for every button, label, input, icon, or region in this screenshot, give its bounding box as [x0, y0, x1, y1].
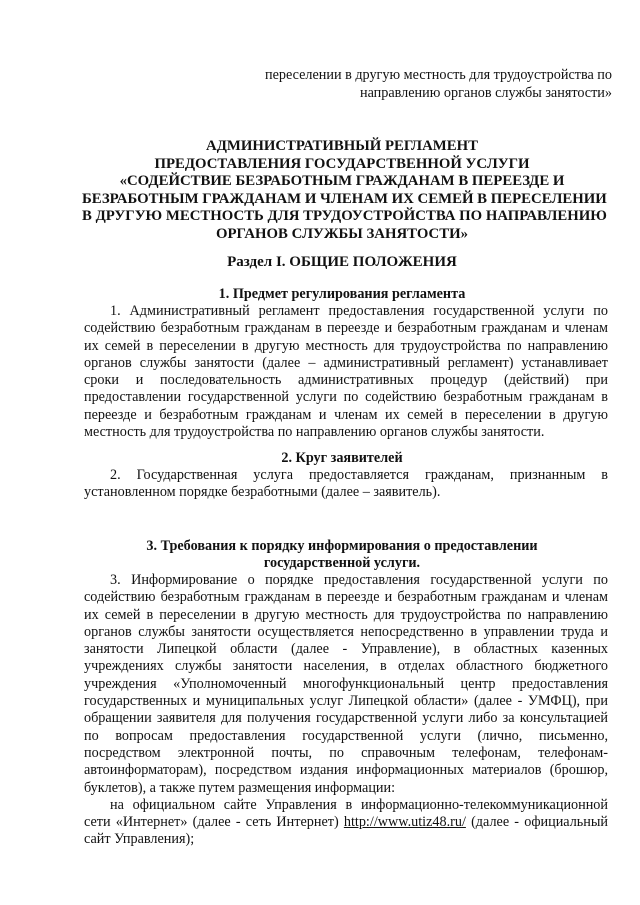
paragraph-line: местность для трудоустройства по направлению органов службы занятости. [84, 424, 545, 441]
paragraph-line: 2. Государственная услуга предоставляется гражданам, признанным в [110, 467, 608, 483]
header-note-line: переселении в другую местность для трудоустройства по [264, 67, 612, 83]
title-line: В ДРУГУЮ МЕСТНОСТЬ ДЛЯ ТРУДОУСТРОЙСТВА ПО НАПРАВЛЕНИЮ [82, 208, 607, 225]
title-line: «СОДЕЙСТВИЕ БЕЗРАБОТНЫМ ГРАЖДАНАМ В ПЕРЕЕЗДЕ И [119, 173, 565, 190]
paragraph-line: установленном порядке безработными (далее – заявитель). [84, 484, 441, 501]
section-title: Раздел I. ОБЩИЕ ПОЛОЖЕНИЯ [227, 254, 457, 270]
document-title [82, 138, 607, 244]
paragraph-line: органов службы занятости осуществляется непосредственно в управлении труда и [84, 623, 608, 640]
subsection-2-paragraph [84, 467, 608, 502]
paragraph-line: предоставлении государственной услуги по содействию безработным гражданам в [84, 389, 608, 406]
header-note [240, 66, 612, 102]
paragraph-line: занятости Липецкой области (далее - Управление), в областных казенных [84, 641, 608, 658]
paragraph-line: переезде и безработным гражданам и членам их семей в переселении в другую [84, 406, 608, 423]
title-line: ПРЕДОСТАВЛЕНИЯ ГОСУДАРСТВЕННОЙ УСЛУГИ [154, 155, 530, 172]
paragraph-line: посредством электронной почты, по справочным телефонам, телефонам- [84, 744, 608, 761]
subsection-heading-text: государственной услуги. [263, 555, 421, 571]
header-note-line: направлению органов службы занятости» [359, 85, 612, 101]
paragraph-line: обращении заявителя для получения государственной услуги либо за консультацией [84, 710, 608, 727]
title-line: АДМИНИСТРАТИВНЫЙ РЕГЛАМЕНТ [206, 138, 478, 154]
paragraph-line: сайт Управления); [84, 831, 195, 848]
paragraph-line: органов службы занятости (далее – административный регламент) устанавливает [84, 354, 608, 371]
title-line: ОРГАНОВ СЛУЖБЫ ЗАНЯТОСТИ» [216, 225, 468, 242]
subsection-heading-text: 3. Требования к порядку информирования о предоставлении [146, 538, 538, 554]
paragraph-line-with-link [84, 814, 608, 831]
line-text-suffix: (далее - официальный [465, 814, 608, 831]
paragraph-line: государственных и муниципальных услуг Липецкой области» (далее - УМФЦ), при [84, 693, 608, 710]
subsection-2-heading [82, 450, 602, 467]
paragraph-line: содействию безработным гражданам в переезде и безработным гражданам и членам [84, 589, 608, 606]
paragraph-line: сроки и последовательность административных процедур (действий) при [84, 372, 608, 389]
paragraph-line: автоинформаторам), посредством издания информационных материалов (брошюр, [84, 762, 608, 779]
paragraph-line: буклетов), а также путем размещения информации: [84, 779, 396, 796]
subsection-heading-text: 1. Предмет регулирования регламента [218, 286, 466, 302]
title-line: БЕЗРАБОТНЫМ ГРАЖДАНАМ И ЧЛЕНАМ ИХ СЕМЕЙ В ПЕРЕСЕЛЕНИИ [82, 190, 607, 207]
official-site-link[interactable]: http://www.utiz48.ru/ [343, 814, 466, 831]
paragraph-line: по вопросам предоставления государственной услуги (лично, письменно, [84, 727, 608, 744]
paragraph-line: содействию безработным гражданам в переезде и безработным гражданам и членам [84, 320, 608, 337]
paragraph-line: 1. Административный регламент предоставления государственной услуги по [110, 303, 608, 319]
paragraph-line: учреждениях службы занятости населения, в отделах областного бюджетного [84, 658, 608, 675]
paragraph-line: 3. Информирование о порядке предоставления государственной услуги по [110, 572, 608, 588]
subsection-3-heading [82, 538, 602, 572]
line-text-prefix: сети «Интернет» (далее - сеть Интернет) [84, 814, 344, 831]
paragraph-line: их семей в переселении в другую местность для трудоустройства по направлению [84, 606, 608, 623]
paragraph-line: учреждения «Уполномоченный многофункциональный центр предоставления [84, 675, 608, 692]
paragraph-line: их семей в переселении в другую местность для трудоустройства по направлению [84, 337, 608, 354]
subsection-1-heading [82, 286, 602, 303]
subsection-3-paragraph [84, 572, 608, 849]
paragraph-line: на официальном сайте Управления в информационно-телекоммуникационной [110, 796, 608, 813]
subsection-1-paragraph [84, 303, 608, 441]
subsection-heading-text: 2. Круг заявителей [281, 450, 403, 466]
